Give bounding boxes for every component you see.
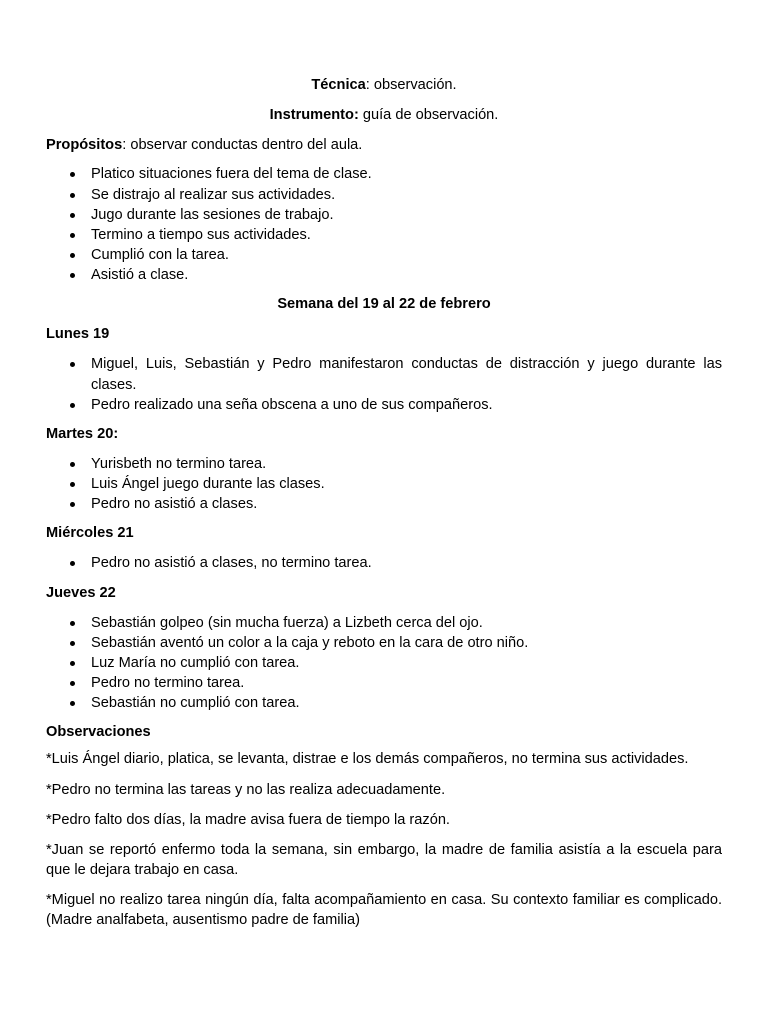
list-item: Pedro no asistió a clases, no termino tarea. — [91, 553, 722, 573]
propositos-line — [46, 135, 722, 155]
propositos-value: : observar conductas dentro del aula. — [122, 137, 363, 154]
lunes-list — [46, 354, 722, 414]
instrumento-label: Instrumento: — [269, 107, 359, 124]
list-item: Jugo durante las sesiones de trabajo. — [91, 205, 722, 225]
propositos-label: Propósitos — [46, 137, 123, 154]
criteria-list — [46, 164, 722, 285]
list-item: Pedro no asistió a clases. — [91, 494, 722, 514]
day-title-lunes: Lunes 19 — [46, 326, 110, 343]
list-item: Miguel, Luis, Sebastián y Pedro manifestaron conductas de distracción y juego durante las clases. — [91, 354, 722, 394]
list-item: Asistió a clase. — [91, 265, 722, 285]
tecnica-label: Técnica — [311, 77, 366, 93]
martes-list — [46, 454, 722, 514]
instrumento-value: guía de observación. — [358, 107, 499, 124]
observation-item: *Luis Ángel diario, platica, se levanta, distrae e los demás compañeros, no termina sus actividades. — [46, 751, 689, 768]
miercoles-list — [46, 553, 722, 573]
tecnica-line — [46, 75, 722, 95]
list-item: Termino a tiempo sus actividades. — [91, 225, 722, 245]
observation-item: *Pedro no termina las tareas y no las realiza adecuadamente. — [46, 781, 446, 798]
list-item: Luz María no cumplió con tarea. — [91, 653, 722, 673]
day-title-miercoles: Miércoles 21 — [46, 525, 134, 542]
day-title-martes: Martes 20: — [46, 425, 119, 442]
list-item: Sebastián no cumplió con tarea. — [91, 693, 722, 713]
instrumento-line — [46, 105, 722, 125]
day-title-jueves: Jueves 22 — [46, 584, 116, 601]
list-item: Cumplió con la tarea. — [91, 245, 722, 265]
list-item: Platico situaciones fuera del tema de clase. — [91, 164, 722, 184]
observation-item: *Pedro falto dos días, la madre avisa fuera de tiempo la razón. — [46, 811, 450, 828]
tecnica-value: : observación. — [365, 77, 457, 93]
list-item: Se distrajo al realizar sus actividades. — [91, 185, 722, 205]
list-item: Pedro no termino tarea. — [91, 673, 722, 693]
list-item: Sebastián aventó un color a la caja y reboto en la cara de otro niño. — [91, 633, 722, 653]
observaciones-title: Observaciones — [46, 724, 151, 741]
list-item: Yurisbeth no termino tarea. — [91, 454, 722, 474]
observation-item: *Miguel no realizo tarea ningún día, falta acompañamiento en casa. Su contexto familiar es complicado. (Madre analfabeta, ausentismo padre de familia) — [46, 892, 722, 929]
list-item: Luis Ángel juego durante las clases. — [91, 474, 722, 494]
observation-item: *Juan se reportó enfermo toda la semana, sin embargo, la madre de familia asistía a la escuela para que le dejara trabajo en casa. — [46, 841, 722, 878]
list-item: Sebastián golpeo (sin mucha fuerza) a Lizbeth cerca del ojo. — [91, 613, 722, 633]
jueves-list — [46, 613, 722, 714]
list-item: Pedro realizado una seña obscena a uno de sus compañeros. — [91, 395, 722, 415]
week-title: Semana del 19 al 22 de febrero — [277, 296, 491, 313]
